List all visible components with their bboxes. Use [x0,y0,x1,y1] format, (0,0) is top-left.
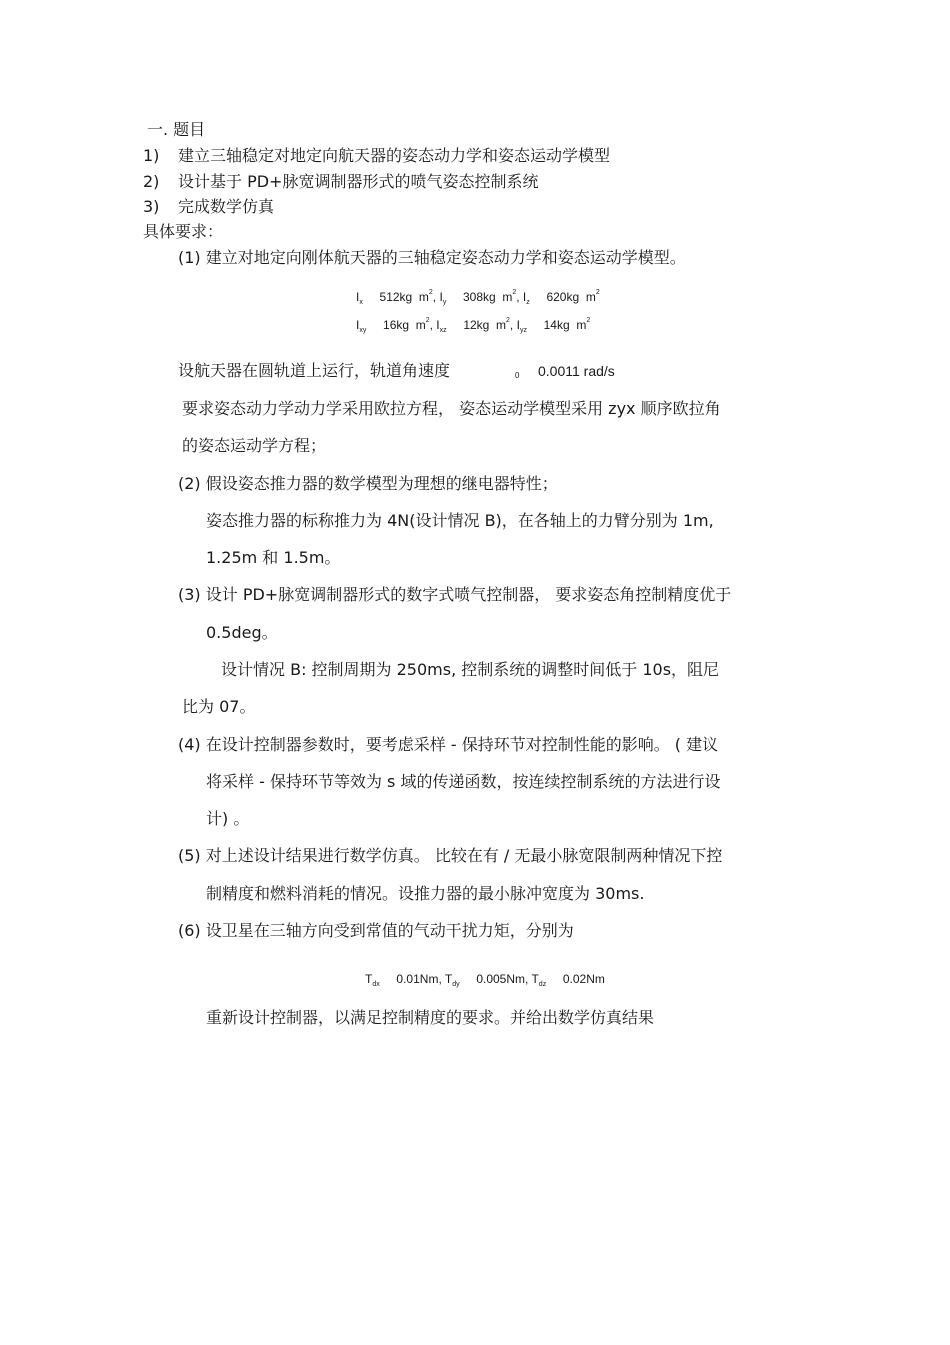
orbit-rate-text: 设航天器在圆轨道上运行，轨道角速度 [178,361,451,380]
list-item-text: 完成数学仿真 [178,197,275,216]
omega-subscript: 0 [515,371,520,380]
requirement-2-line-3: 1.25m 和 1.5m。 [206,548,341,567]
requirement-1: (1) 建立对地定向刚体航天器的三轴稳定姿态动力学和姿态运动学模型。 [178,248,686,267]
list-item-number: 3) [143,197,160,216]
list-item-number: 2) [143,172,160,191]
requirement-3-line-4: 比为 07。 [182,697,256,716]
requirement-1-line-3: 的姿态运动学方程； [182,436,327,455]
list-item-text: 建立三轴稳定对地定向航天器的姿态动力学和姿态运动学模型 [178,146,611,165]
requirement-2-line-2: 姿态推力器的标称推力为 4N(设计情况 B)，在各轴上的力臂分别为 1m, [206,511,714,530]
section-heading: 一. 题目 [147,120,206,139]
list-item-number: 1) [143,146,160,165]
requirement-2: (2) 假设姿态推力器的数学模型为理想的继电器特性； [178,474,558,493]
requirement-5: (5) 对上述设计结果进行数学仿真。 比较在有 / 无最小脉宽限制两种情况下控 [178,846,723,865]
requirement-3: (3) 设计 PD+脉宽调制器形式的数字式喷气控制器， 要求姿态角控制精度优于 [178,585,732,604]
inertia-equation-line-1: $I_x$ 512kg $m^2$, $I_y$ 308kg $m^2$, $I_z$ 620kg $m^2$ [356,289,600,306]
requirement-6-line-2: 重新设计控制器，以满足控制精度的要求。并给出数学仿真结果 [206,1008,655,1027]
requirements-heading: 具体要求： [143,222,224,241]
requirement-4-line-2: 将采样 - 保持环节等效为 s 域的传递函数，按连续控制系统的方法进行设 [206,772,721,791]
requirement-5-line-2: 制精度和燃料消耗的情况。设推力器的最小脉冲宽度为 30ms. [206,884,645,903]
requirement-3-line-3: 设计情况 B: 控制周期为 250ms, 控制系统的调整时间低于 10s，阻尼 [221,660,720,679]
torque-equation: $T_{dx}$ 0.01Nm, $T_{dy}$ 0.005Nm, $T_{dz}$ 0.02Nm [365,972,605,988]
requirement-6: (6) 设卫星在三轴方向受到常值的气动干扰力矩，分别为 [178,921,574,940]
requirement-1-line-2: 要求姿态动力学动力学采用欧拉方程， 姿态运动学模型采用 zyx 顺序欧拉角 [182,399,721,418]
list-item-text: 设计基于 PD+脉宽调制器形式的喷气姿态控制系统 [178,172,539,191]
omega-value: 0.0011 rad/s [538,363,615,379]
inertia-equation-line-2: $I_{xy}$ 16kg $m^2$, $I_{xz}$ 12kg $m^2$, $I_{yz}$ 14kg $m^2$ [356,317,591,334]
requirement-3-line-2: 0.5deg。 [206,623,278,642]
requirement-4-line-3: 计) 。 [206,809,250,828]
requirement-4: (4) 在设计控制器参数时，要考虑采样 - 保持环节对控制性能的影响。 ( 建议 [178,735,719,754]
